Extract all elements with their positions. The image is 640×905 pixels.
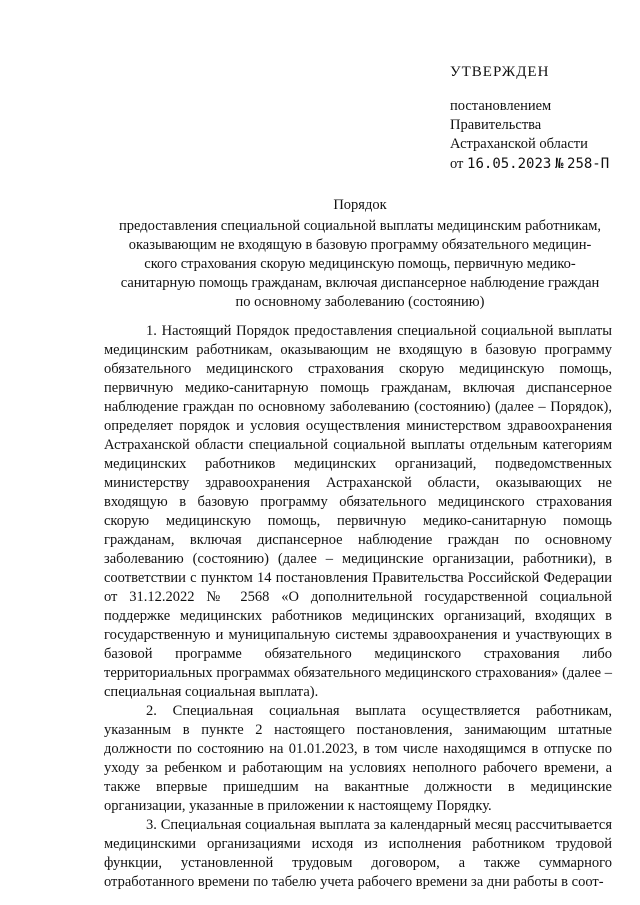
approval-line: Правительства (450, 117, 542, 133)
approval-date-line (450, 154, 630, 174)
paragraph-3: 3. Специальная социальная выплата за календарный месяц рассчитывается медицинскими организациями исходя из исполнения работником трудовой функции, установленной трудовым договором, а также суммарного отработанного времени по табелю учета рабочего времени за дни работы в соот- (104, 817, 612, 890)
paragraph-1: 1. Настоящий Порядок предоставления специальной социальной выплаты медицинским работникам, оказывающим не входящую в базовую программу обязательного медицинского страхования скорую медицинскую помощь, первичную медико-санитарную помощь гражданам, включая диспансерное наблюдение граждан по основному заболеванию (состоянию) (далее – Порядок), определяет порядок и условия осуществления министерством здравоохранения Астраханской области специальной социальной выплаты отдельным категориям медицинских работников медицинских организаций, подведомственных министерству здравоохранения Астраханской области, оказывающих не входящую в базовую программу обязательного медицинского страхования скорую медицинскую помощь, первичную медико-санитарную помощь гражданам, включая диспансерное наблюдение граждан по основному заболеванию (состоянию) (далее – медицинские организации, работники), в соответствии с пунктом 14 постановления Правительства Российской Федерации от 31.12.2022 № 2568 «О дополнительной государственной социальной поддержке медицинских работников медицинских организаций, входящих в государственную и муниципальную системы здравоохранения и участвующих в базовой программе обязательного медицинского страхования либо территориальных программах обязательного медицинского страхования» (далее – специальная социальная выплата). (104, 323, 612, 700)
approval-heading: УТВЕРЖДЕН (450, 64, 550, 80)
document-subtitle (100, 217, 620, 312)
date-prefix: от (450, 156, 464, 172)
document-title: Порядок (333, 197, 387, 213)
approval-date: 16.05.2023 (467, 156, 552, 172)
paragraph-2: 2. Специальная социальная выплата осуществляется работникам, указанным в пункте 2 настоящего постановления, занимающим штатные должности по состоянию на 01.01.2023, в том числе находящимся в отпуске по уходу за ребенком и работающим на условиях неполного рабочего времени, а также впервые пришедшим на вакантные должности в медицинские организации, указанные в приложении к настоящему Порядку. (104, 703, 612, 814)
number-sign: № (554, 156, 564, 172)
subtitle-line: предоставления специальной социальной выплаты медицинским работникам, (118, 218, 601, 234)
approval-block (450, 62, 630, 174)
subtitle-line: по основному заболеванию (состоянию) (235, 294, 485, 310)
document-body (104, 322, 612, 892)
subtitle-line: ского страхования скорую медицинскую помощь, первичную медико- (144, 256, 576, 272)
approval-line: Астраханской области (450, 136, 588, 152)
subtitle-line: санитарную помощь гражданам, включая диспансерное наблюдение граждан (120, 275, 600, 291)
subtitle-line: оказывающим не входящую в базовую программу обязательного медицин- (128, 237, 592, 253)
approval-number: 258-П (567, 156, 610, 172)
document-title-block (100, 196, 620, 312)
approval-line: постановлением (450, 98, 552, 114)
